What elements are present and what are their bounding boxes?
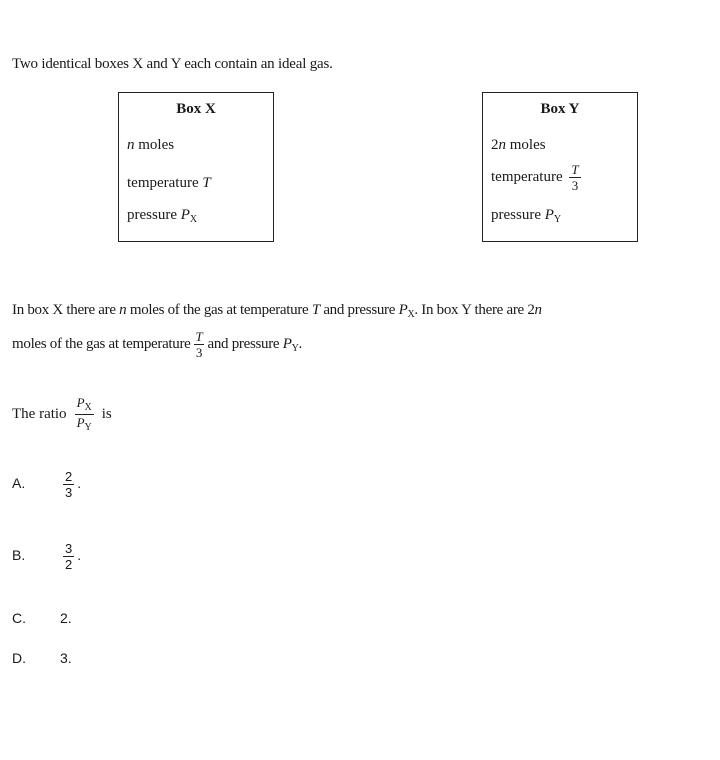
- box-y-pressure: pressure $P_Y$: [491, 207, 562, 225]
- box-y: [482, 92, 638, 242]
- paragraph-line-2: moles of the gas at temperature $\frac{T}{3}$ and pressure $P_Y$.: [12, 329, 302, 360]
- box-x: [118, 92, 274, 242]
- option-d[interactable]: D. 3.: [12, 650, 72, 666]
- option-b[interactable]: B. $\frac{3}{2}$ .: [12, 541, 82, 572]
- question-ratio: The ratio $\frac{P_X}{P_Y}$ is: [12, 395, 112, 433]
- paragraph-temp-fraction: $\frac{T}{3}$: [195, 329, 203, 360]
- option-b-fraction: $\frac{3}{2}$: [65, 541, 73, 572]
- box-x-temperature: temperature T: [127, 175, 211, 191]
- box-y-temp-fraction: $\frac{T}{3}$: [571, 162, 579, 193]
- box-y-moles: 2n moles: [491, 137, 546, 153]
- box-x-title: Box X: [176, 101, 216, 117]
- box-y-title: Box Y: [540, 101, 580, 117]
- box-x-pressure: pressure $P_X$: [127, 207, 198, 225]
- option-a[interactable]: A. $\frac{2}{3}$ .: [12, 469, 82, 500]
- box-y-temperature: temperature $\frac{T}{3}$: [491, 162, 579, 193]
- option-a-fraction: $\frac{2}{3}$: [65, 469, 73, 500]
- option-c[interactable]: C. 2.: [12, 610, 72, 626]
- paragraph-line-1: In box X there are n moles of the gas at temperature T and pressure $P_X$. In box Y there are 2n: [12, 302, 542, 320]
- intro-text: Two identical boxes X and Y each contain an ideal gas.: [12, 56, 333, 72]
- ratio-fraction: $\frac{P_X}{P_Y}$: [76, 395, 92, 433]
- box-x-moles: n moles: [127, 137, 175, 153]
